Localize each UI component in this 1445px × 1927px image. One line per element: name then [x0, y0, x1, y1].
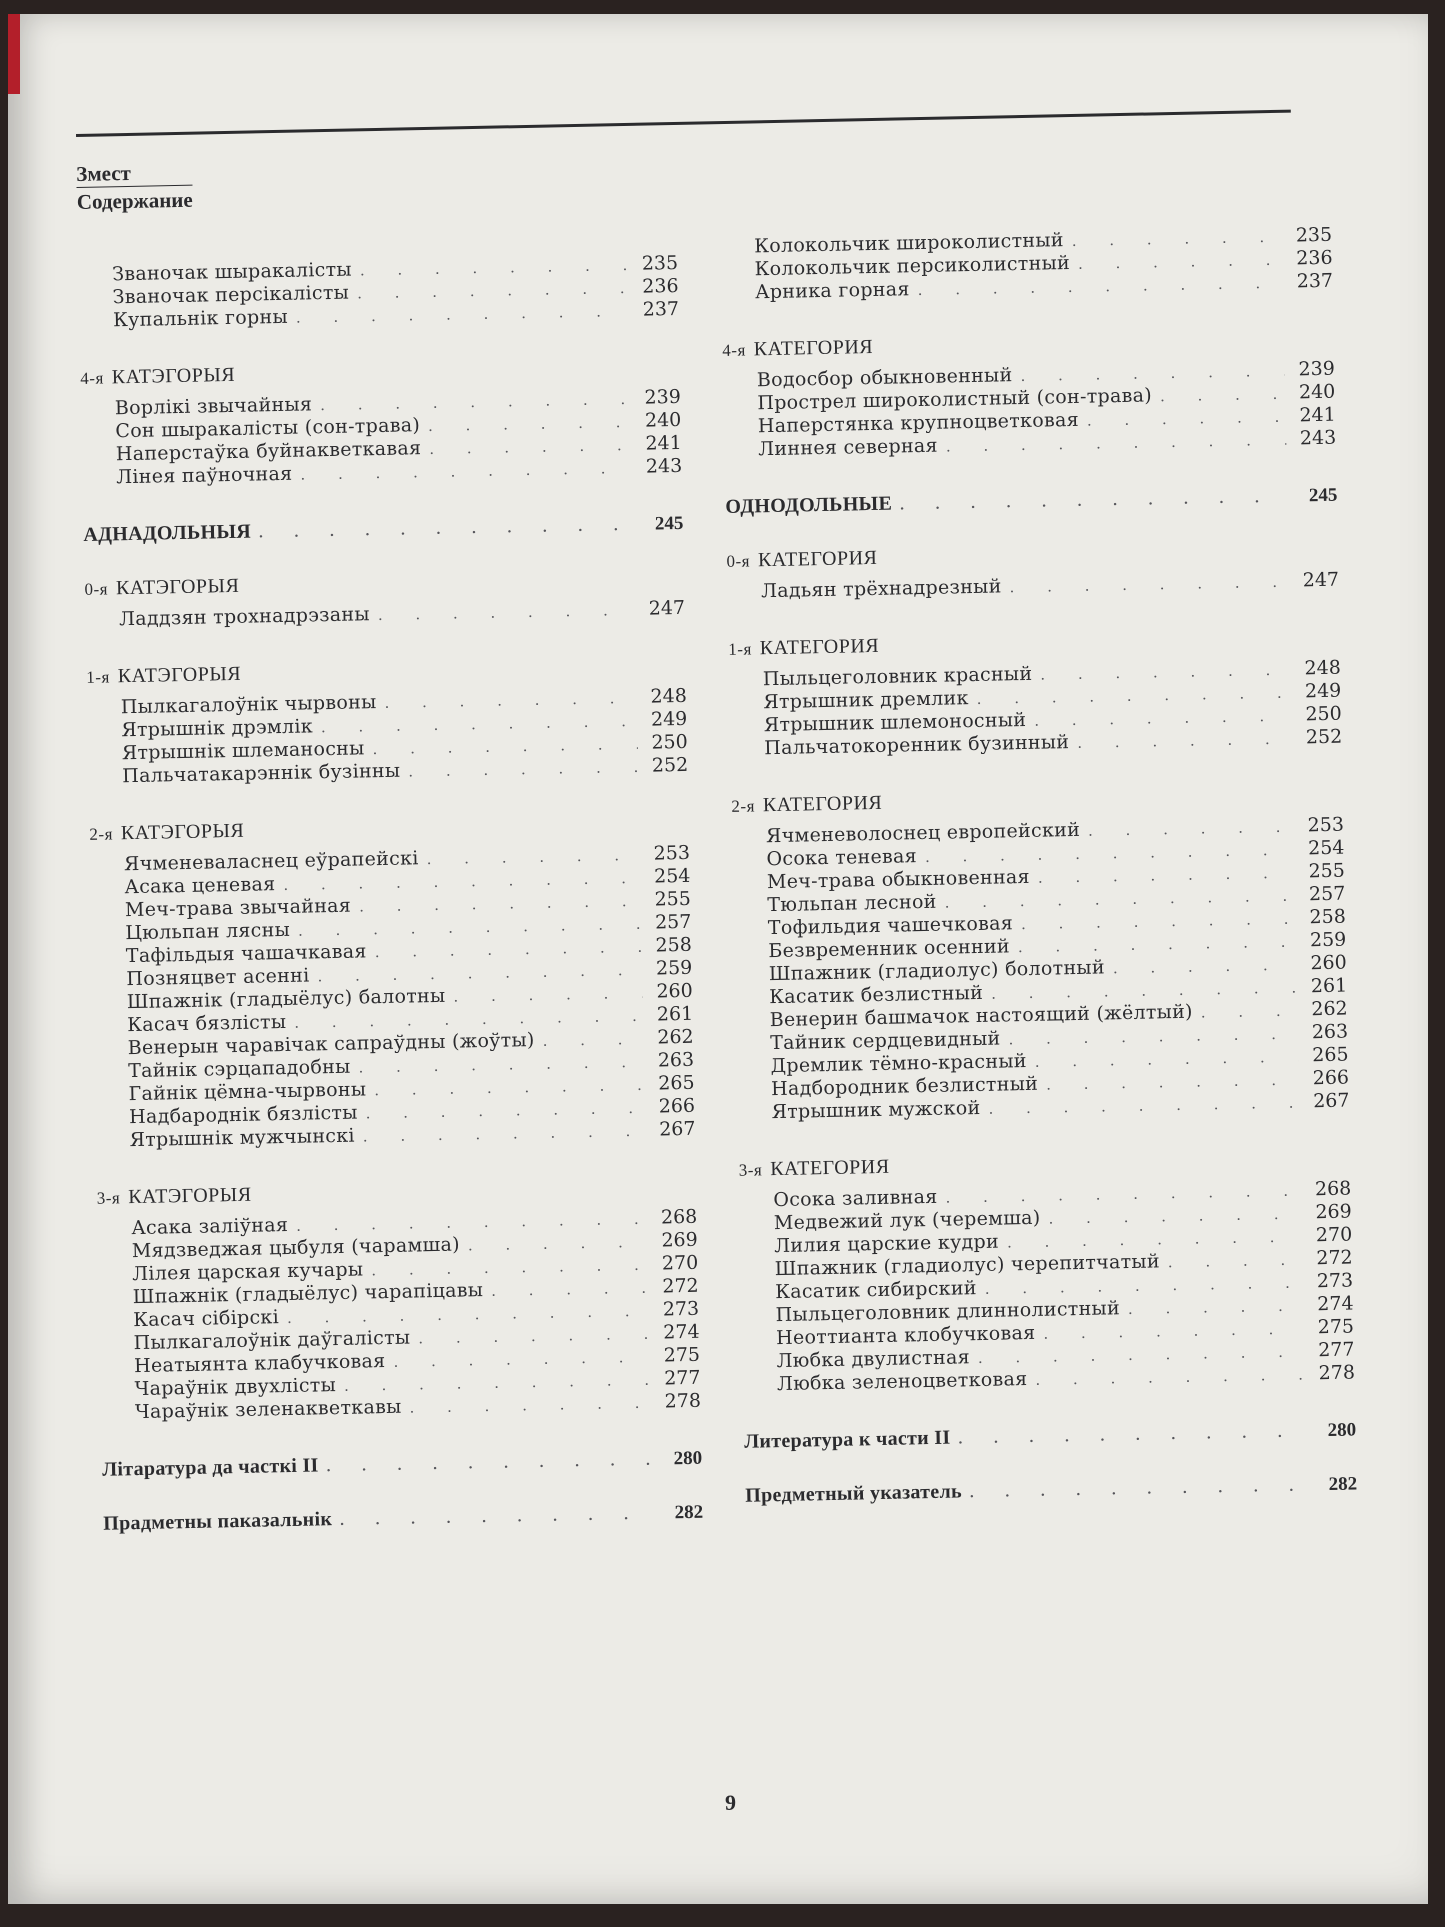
entry-page: 254 [1307, 836, 1345, 860]
toc-entry [83, 512, 683, 548]
entry-page: 247 [1302, 568, 1340, 592]
dot-leader [1113, 954, 1297, 980]
entry-title: Касач бязлісты [127, 1010, 287, 1037]
dot-leader [946, 429, 1287, 458]
category-group [728, 626, 1342, 761]
entry-page: 241 [645, 431, 682, 455]
entry-title: Венерын чаравічак сапраўдны (жоўты) [127, 1028, 535, 1060]
dot-leader [363, 1120, 646, 1148]
category-label: КАТЭГОРЫЯ [117, 662, 242, 688]
entry-page: 282 [1328, 1473, 1358, 1496]
entry-title: Предметный указатель [745, 1480, 963, 1507]
entry-title: Ятрышник дремлик [763, 687, 969, 714]
entry-title: Любка двулистная [776, 1346, 971, 1373]
entry-page: 280 [673, 1447, 703, 1470]
entry-page: 275 [663, 1343, 701, 1367]
category-ordinal: 2-я [731, 796, 756, 816]
entry-title: Арника горная [754, 278, 910, 304]
category-heading [86, 654, 686, 689]
category-label: КАТЕГОРИЯ [770, 1155, 890, 1181]
entry-title: Касатик безлистный [769, 981, 984, 1009]
entry-title: Сон шыракалісты (сон-трава) [115, 414, 421, 443]
entry-page: 274 [1317, 1292, 1354, 1316]
dot-leader [259, 515, 634, 545]
entry-title: Тюльпан лесной [767, 890, 937, 917]
dot-leader [453, 982, 643, 1008]
category-ordinal: 1-я [86, 667, 110, 687]
entry-page: 268 [1314, 1177, 1352, 1201]
entry-title: Пылкагалоўнік даўгалісты [133, 1326, 411, 1355]
section-heading [83, 512, 683, 548]
entry-title: Линнея северная [758, 434, 939, 461]
category-group [726, 538, 1339, 604]
entry-page: 245 [654, 512, 684, 535]
entry-title: Осока заливная [773, 1185, 938, 1212]
section-heading [102, 1447, 702, 1483]
dot-leader [958, 1421, 1306, 1450]
entry-page: 253 [653, 841, 691, 865]
entry-title: Шпажник (гладиолус) черепитчатый [774, 1250, 1161, 1281]
entry-page: 267 [659, 1117, 696, 1141]
entry-page: 248 [650, 684, 688, 708]
dot-leader [900, 487, 1288, 517]
category-heading [728, 626, 1340, 661]
cover-edge [8, 14, 20, 94]
section-heading [725, 484, 1337, 520]
category-label: КАТЕГОРИЯ [762, 791, 883, 817]
entry-page: 273 [1316, 1269, 1354, 1293]
category-heading [726, 538, 1338, 573]
entry-title: Любка зеленоцветковая [776, 1368, 1028, 1396]
dot-leader [1009, 571, 1289, 599]
category-heading [80, 355, 680, 390]
dot-leader [917, 272, 1283, 301]
heading-belarusian: Змест [76, 160, 132, 186]
dot-leader [1087, 406, 1286, 432]
dot-leader [426, 844, 640, 870]
entry-page: 277 [663, 1366, 701, 1390]
entry-page: 260 [656, 979, 693, 1003]
entry-page: 259 [1309, 928, 1347, 952]
entry-page: 266 [1312, 1066, 1350, 1090]
entry-page: 259 [655, 956, 693, 980]
entry-title: Лилия царские кудри [774, 1230, 1000, 1258]
continued-entries [78, 252, 679, 333]
entry-title: Ятрышник мужской [771, 1096, 981, 1124]
entry-page: 278 [1318, 1361, 1356, 1385]
category-group [739, 1147, 1356, 1397]
entry-title: Ладдзян трохнадрэзаны [118, 603, 371, 631]
entry-title: Лілея царская кучары [132, 1258, 364, 1286]
entry-page: 258 [655, 933, 693, 957]
entry-title: Колокольчик широколистный [753, 229, 1064, 258]
entry-page: 239 [644, 385, 682, 409]
entry-title: Тайник сердцевидный [769, 1027, 1001, 1055]
dot-leader [429, 434, 632, 460]
entry-title: Званочак персікалісты [112, 281, 350, 309]
entry-title: АДНАДОЛЬНЫЯ [83, 520, 252, 546]
entry-title: Пылкагалоўнік чырвоны [120, 691, 377, 719]
entry-title: Прадметны паказальнік [103, 1508, 333, 1535]
entry-page: 278 [664, 1389, 702, 1413]
entry-title: Ладьян трёхнадрезный [760, 575, 1002, 603]
entry-page: 262 [1311, 997, 1348, 1021]
entry-title: Литература к части II [743, 1426, 951, 1453]
entry-title: Венерин башмачок настоящий (жёлтый) [769, 1000, 1194, 1032]
category-heading [97, 1175, 697, 1210]
dot-leader [1077, 728, 1292, 754]
category-ordinal: 4-я [722, 340, 746, 360]
entry-page: 235 [641, 251, 679, 275]
entry-page: 265 [1312, 1043, 1349, 1067]
entry-title: Шпажник (гладиолус) болотный [768, 956, 1106, 986]
toc-entry [745, 1472, 1357, 1508]
entry-title: Тайнік сэрцападобны [127, 1055, 351, 1083]
entry-page: 272 [662, 1274, 699, 1298]
dot-leader [408, 756, 638, 783]
entry-title: Ятрышнік мужчынскі [129, 1124, 356, 1152]
category-heading [739, 1147, 1351, 1182]
category-group [89, 811, 696, 1153]
contents-heading [76, 160, 193, 215]
entry-page: 236 [642, 274, 679, 298]
category-ordinal: 3-я [738, 1160, 763, 1180]
dot-leader [1078, 249, 1283, 275]
entry-title: ОДНОДОЛЬНЫЕ [725, 492, 893, 518]
continued-entries [720, 224, 1333, 305]
entry-page: 274 [663, 1320, 700, 1344]
category-group [84, 566, 685, 632]
header-rule [76, 110, 1291, 137]
entry-page: 255 [1308, 859, 1346, 883]
dot-leader [542, 1028, 643, 1052]
entry-title: Асака заліўная [131, 1213, 289, 1240]
category-ordinal: 0-я [726, 551, 751, 571]
entry-page: 252 [651, 753, 689, 777]
entry-title: Касач сібірскі [132, 1306, 280, 1332]
entry-title: Пыльцеголовник длиннолистный [775, 1297, 1121, 1327]
entry-page: 262 [657, 1025, 694, 1049]
category-label: КАТЭГОРЫЯ [111, 363, 236, 389]
entry-page: 266 [658, 1094, 696, 1118]
entry-title: Меч-трава звычайная [124, 894, 352, 922]
entry-page: 249 [650, 707, 688, 731]
entry-title: Тафільдыя чашачкавая [125, 940, 367, 968]
entry-page: 243 [645, 454, 683, 478]
dot-leader [409, 1392, 651, 1419]
category-ordinal: 2-я [89, 824, 114, 844]
entry-title: Чараўнік зеленакветкавы [134, 1395, 402, 1424]
entry-page: 240 [644, 408, 682, 432]
entry-page: 243 [1299, 426, 1337, 450]
entry-page: 277 [1317, 1338, 1355, 1362]
entry-title: Шпажнік (гладыёлус) балотны [126, 984, 446, 1014]
dot-leader [428, 411, 632, 437]
entry-page: 237 [642, 297, 680, 321]
toc-entry [103, 1501, 703, 1537]
toc-entry [102, 1447, 702, 1483]
entry-page: 257 [654, 910, 692, 934]
entry-title: Лінея паўночная [116, 462, 293, 489]
dot-leader [1168, 1249, 1303, 1274]
dot-leader [300, 457, 632, 486]
entry-page: 263 [657, 1048, 695, 1072]
category-group [80, 355, 682, 490]
entry-title: Цюльпан лясны [125, 918, 291, 945]
entry-title: Званочак шыракалісты [111, 258, 353, 286]
entry-page: 247 [648, 596, 686, 620]
category-heading [722, 327, 1334, 362]
entry-title: Ячменевалаcнец еўрапейскі [123, 847, 419, 876]
entry-page: 250 [1305, 702, 1342, 726]
entry-page: 249 [1304, 679, 1342, 703]
entry-page: 261 [656, 1002, 694, 1026]
toc-entry [727, 569, 1339, 604]
toc-column-belarusian [78, 252, 704, 1567]
entry-page: 260 [1310, 951, 1347, 975]
dot-leader [296, 300, 630, 329]
dot-leader [326, 1450, 652, 1479]
category-label: КАТЭГОРЫЯ [115, 574, 240, 600]
book-page [8, 14, 1428, 1904]
entry-title: Надбароднік бязлісты [128, 1101, 358, 1129]
entry-title: Медвежий лук (черемша) [773, 1206, 1041, 1235]
entry-title: Неатыянта клабучковая [133, 1350, 386, 1378]
entry-page: 273 [662, 1297, 700, 1321]
category-group [731, 783, 1349, 1125]
entry-title: Пальчатакарэннік бузінны [122, 759, 401, 788]
dot-leader [340, 1504, 653, 1532]
category-heading [731, 783, 1343, 818]
entry-title: Осока теневая [766, 845, 918, 871]
category-label: КАТЭГОРЫЯ [120, 819, 245, 845]
category-group [97, 1175, 702, 1425]
entry-page: 261 [1310, 974, 1348, 998]
entry-page: 236 [1296, 246, 1333, 270]
entry-title: Ятрышнік дрэмлік [121, 715, 314, 742]
section-heading [744, 1418, 1356, 1454]
section-heading [745, 1472, 1357, 1508]
toc-column-russian [720, 224, 1358, 1539]
dot-leader [378, 599, 636, 626]
entry-title: Гайнік цёмна-чырвоны [128, 1078, 367, 1106]
entry-page: 255 [654, 887, 692, 911]
entry-page: 250 [651, 730, 688, 754]
dot-leader [988, 1092, 1299, 1120]
entry-title: Водосбор обыкновенный [756, 364, 1013, 392]
entry-title: Чараўнік двухлісты [134, 1374, 337, 1401]
entry-page: 258 [1309, 905, 1347, 929]
entry-page: 248 [1304, 656, 1342, 680]
entry-title: Ятрышник шлемоносный [763, 708, 1027, 737]
entry-title: Ятрышнік шлеманосны [121, 737, 365, 765]
entry-page: 267 [1312, 1089, 1350, 1113]
entry-page: 237 [1296, 269, 1334, 293]
entry-title: Меч-трава обыкновенная [766, 865, 1031, 894]
dot-leader [1035, 1363, 1305, 1390]
entry-title: Ворлікі звычайныя [114, 393, 313, 420]
entry-title: Асака ценевая [124, 873, 276, 899]
dot-leader [1072, 226, 1283, 252]
entry-title: Наперстаўка буйнакветкавая [115, 437, 422, 466]
entry-page: 282 [674, 1501, 704, 1524]
entry-title: Тофильдия чашечковая [767, 912, 1014, 940]
entry-title: Касатик сибирский [774, 1277, 977, 1304]
entry-title: Літаратура да часткі II [101, 1454, 319, 1481]
dot-leader [1128, 1295, 1304, 1321]
dot-leader [970, 1475, 1308, 1504]
category-ordinal: 0-я [84, 579, 109, 599]
entry-page: 269 [1315, 1200, 1352, 1224]
entry-page: 270 [661, 1251, 699, 1275]
category-ordinal: 4-я [80, 368, 104, 388]
category-ordinal: 3-я [96, 1188, 121, 1208]
entry-title: Шпажнік (гладыёлус) чарапіцавы [132, 1279, 484, 1309]
entry-page: 280 [1327, 1419, 1357, 1442]
entry-page: 253 [1307, 813, 1345, 837]
category-label: КАТЕГОРИЯ [759, 634, 880, 660]
category-heading [89, 811, 689, 846]
category-label: КАТЭГОРЫЯ [128, 1183, 252, 1209]
dot-leader [468, 1231, 648, 1257]
entry-page: 252 [1305, 725, 1343, 749]
entry-title: Позняцвет асенні [126, 964, 310, 991]
entry-page: 239 [1298, 357, 1336, 381]
category-group [722, 327, 1336, 462]
entry-page: 257 [1308, 882, 1346, 906]
entry-title: Безвременник осенний [768, 935, 1011, 963]
dot-leader [491, 1277, 649, 1302]
toc-entry [725, 484, 1337, 520]
entry-page: 241 [1299, 403, 1336, 427]
entry-title: Ячменеволоснец европейский [765, 818, 1081, 848]
dot-leader [418, 1323, 650, 1350]
dot-leader [1201, 1000, 1298, 1024]
category-heading [84, 566, 684, 601]
dot-leader [1088, 816, 1294, 842]
heading-russian: Содержание [77, 185, 193, 215]
entry-title: Надбородник безлистный [770, 1072, 1039, 1101]
category-group [86, 654, 688, 789]
entry-page: 263 [1311, 1020, 1349, 1044]
category-label: КАТЕГОРИЯ [757, 546, 878, 572]
section-heading [103, 1501, 703, 1537]
toc-entry [85, 597, 685, 632]
entry-title: Наперстянка крупноцветковая [757, 408, 1080, 438]
entry-title: Мядзведжая цыбуля (чарамша) [131, 1233, 461, 1263]
entry-page: 269 [661, 1228, 698, 1252]
entry-page: 265 [658, 1071, 695, 1095]
entry-title: Пыльцеголовник красный [762, 662, 1033, 691]
entry-page: 275 [1317, 1315, 1355, 1339]
entry-title: Неоттианта клобучковая [775, 1321, 1036, 1350]
category-label: КАТЕГОРИЯ [753, 335, 874, 361]
entry-page: 235 [1295, 223, 1333, 247]
entry-page: 254 [653, 864, 691, 888]
entry-title: Дремлик тёмно-красный [770, 1050, 1027, 1078]
entry-title: Прострел широколистный (сон-трава) [757, 384, 1153, 415]
page-number: 9 [725, 1790, 736, 1815]
toc-entry [744, 1418, 1356, 1454]
entry-page: 272 [1316, 1246, 1353, 1270]
category-ordinal: 1-я [728, 639, 752, 659]
entry-title: Купальнік горны [112, 305, 289, 332]
entry-page: 245 [1308, 484, 1338, 507]
entry-page: 240 [1298, 380, 1336, 404]
entry-page: 270 [1315, 1223, 1353, 1247]
entry-title: Колокольчик персиколистный [754, 251, 1071, 281]
dot-leader [1160, 383, 1286, 408]
entry-page: 268 [660, 1205, 698, 1229]
entry-title: Пальчатокоренник бузинный [764, 731, 1070, 760]
